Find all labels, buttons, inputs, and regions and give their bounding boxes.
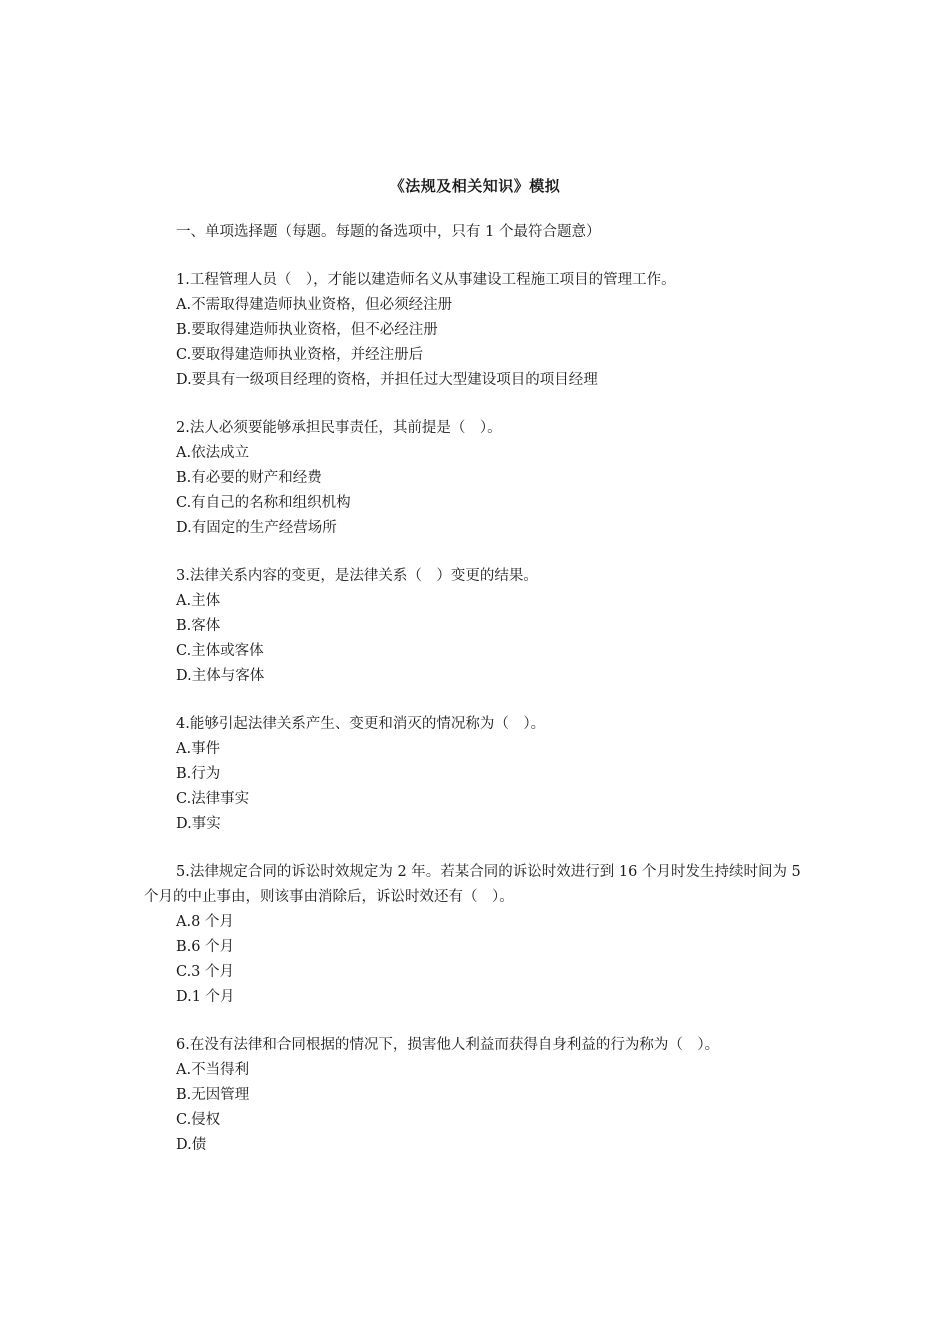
question-stem: 1.工程管理人员（ ），才能以建造师名义从事建设工程施工项目的管理工作。 xyxy=(176,272,676,288)
question-6 xyxy=(0,1033,950,1158)
option-c: C.有自己的名称和组织机构 xyxy=(176,495,351,511)
section-heading: 一、单项选择题（每题。每题的备选项中，只有 1 个最符合题意） xyxy=(176,224,601,240)
option-a: A.依法成立 xyxy=(176,445,250,461)
option-b: B.无因管理 xyxy=(176,1087,250,1103)
option-a: A.不当得利 xyxy=(176,1062,250,1078)
option-b: B.有必要的财产和经费 xyxy=(176,470,322,486)
option-c: C.侵权 xyxy=(176,1112,221,1128)
option-c: C.法律事实 xyxy=(176,791,250,807)
option-d: D.有固定的生产经营场所 xyxy=(176,520,337,536)
option-d: D.1 个月 xyxy=(176,989,235,1005)
option-a: A.主体 xyxy=(176,593,221,609)
question-stem: 2.法人必须要能够承担民事责任，其前提是（ ）。 xyxy=(176,420,502,436)
option-d: D.事实 xyxy=(176,816,221,832)
option-c: C.要取得建造师执业资格，并经注册后 xyxy=(176,347,424,363)
option-a: A.事件 xyxy=(176,741,221,757)
question-5 xyxy=(0,860,950,1010)
question-1 xyxy=(0,268,950,393)
question-stem: 6.在没有法律和合同根据的情况下，损害他人利益而获得自身利益的行为称为（ ）。 xyxy=(176,1037,720,1053)
question-2 xyxy=(0,416,950,541)
option-c: C.3 个月 xyxy=(176,964,235,980)
question-stem: 5.法律规定合同的诉讼时效规定为 2 年。若某合同的诉讼时效进行到 16 个月时发生持续时间为 5 个月的中止事由，则该事由消除后，诉讼时效还有（ ）。 xyxy=(144,864,801,905)
option-d: D.债 xyxy=(176,1137,207,1153)
question-4 xyxy=(0,712,950,837)
question-stem: 3.法律关系内容的变更，是法律关系（ ）变更的结果。 xyxy=(176,568,538,584)
option-a: A.不需取得建造师执业资格，但必须经注册 xyxy=(176,297,453,313)
option-b: B.行为 xyxy=(176,766,221,782)
option-d: D.主体与客体 xyxy=(176,668,265,684)
option-d: D.要具有一级项目经理的资格，并担任过大型建设项目的项目经理 xyxy=(176,372,598,388)
question-stem: 4.能够引起法律关系产生、变更和消灭的情况称为（ ）。 xyxy=(176,716,546,732)
option-b: B.客体 xyxy=(176,618,221,634)
option-c: C.主体或客体 xyxy=(176,643,264,659)
question-3 xyxy=(0,564,950,689)
option-b: B.要取得建造师执业资格，但不必经注册 xyxy=(176,322,438,338)
page-title: 《法规及相关知识》模拟 xyxy=(389,177,561,195)
question-list xyxy=(0,268,950,1181)
option-b: B.6 个月 xyxy=(176,939,235,955)
option-a: A.8 个月 xyxy=(176,914,234,930)
